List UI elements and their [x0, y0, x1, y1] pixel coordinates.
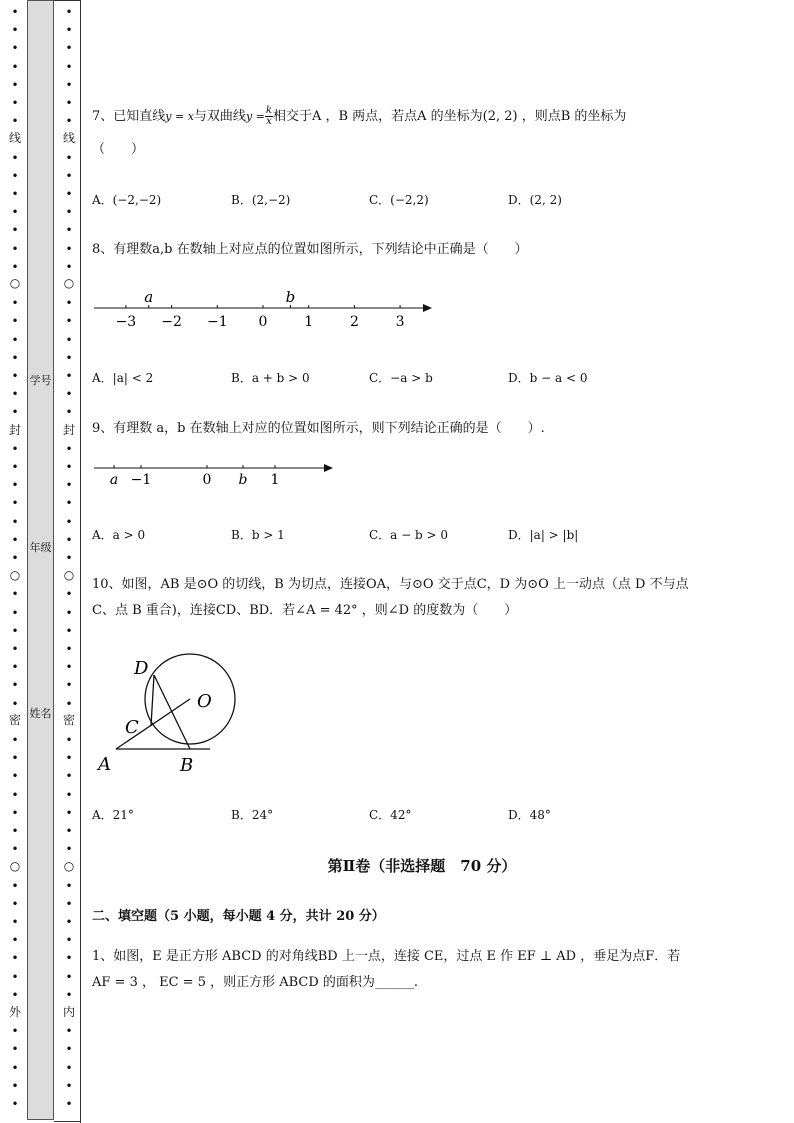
inner-dot: • — [65, 805, 73, 820]
inner-dot: • — [65, 441, 73, 456]
outer-dot: • — [11, 405, 19, 420]
outer-dot: • — [11, 187, 19, 201]
student-info-column — [27, 0, 54, 1120]
outer-mark: 封 — [8, 423, 21, 437]
q7-option-b[interactable]: B．(2,−2) — [231, 193, 291, 207]
question-9: 9、有理数 a，b 在数轴上对应的位置如图所示，则下列结论正确的是（ ）. — [92, 421, 545, 436]
q9-tick-label: a — [109, 472, 119, 488]
outer-mark: 外 — [8, 1005, 21, 1019]
outer-dot: • — [11, 605, 19, 620]
outer-dot: • — [11, 842, 19, 857]
outer-dot: • — [11, 296, 19, 311]
inner-dot: • — [65, 77, 73, 92]
q9-option-a[interactable]: A．a > 0 — [92, 528, 146, 542]
outer-dot: • — [11, 387, 19, 402]
q10-option-d[interactable]: D．48° — [508, 808, 551, 822]
q8-tick-label: −1 — [206, 314, 228, 330]
inner-dot: • — [65, 460, 73, 474]
q9-tick-label: 0 — [202, 472, 212, 488]
q7-option-d[interactable]: D．(2, 2) — [508, 193, 562, 207]
inner-dot: • — [65, 696, 73, 711]
inner-dot: • — [65, 187, 73, 201]
outer-dot: • — [11, 733, 19, 747]
outer-dot: • — [11, 678, 19, 693]
label-a: A — [98, 754, 111, 775]
inner-mark: 封 — [62, 423, 75, 437]
q8-tick-label: 2 — [349, 314, 359, 330]
inner-dot: • — [65, 332, 73, 347]
binding-border — [80, 0, 81, 1123]
outer-dot: • — [11, 460, 19, 474]
q8-points — [144, 288, 295, 308]
field-student-number: 学号 — [29, 374, 52, 387]
outer-circle: ○ — [9, 276, 21, 290]
inner-dot: • — [65, 824, 73, 838]
inner-dot: • — [65, 5, 73, 19]
inner-circle: ○ — [63, 859, 75, 873]
outer-dot: • — [11, 114, 19, 129]
q7-option-c[interactable]: C．(−2,2) — [369, 193, 429, 207]
inner-dot: • — [65, 969, 73, 984]
inner-dot: • — [65, 387, 73, 402]
q8-ticks — [116, 305, 405, 330]
q9-option-b[interactable]: B．b > 1 — [231, 528, 285, 542]
outer-dot: • — [11, 59, 19, 74]
outer-dot: • — [11, 1078, 19, 1093]
inner-dot: • — [65, 369, 73, 383]
outer-dot: • — [11, 205, 19, 220]
fill-question-1-line-2: AF = 3 ， EC = 5 ，则正方形 ABCD 的面积为______. — [92, 975, 419, 990]
outer-dot: • — [11, 441, 19, 456]
q8-tick-label: −3 — [115, 314, 137, 330]
outer-dot: • — [11, 496, 19, 511]
q8-options — [92, 369, 752, 389]
outer-dot: • — [11, 332, 19, 347]
inner-dot: • — [65, 642, 73, 656]
inner-dot: • — [65, 769, 73, 784]
q7-suffix: 相交于A ，B 两点，若点A 的坐标为(2, 2) ，则点B 的坐标为 — [272, 109, 627, 124]
q8-option-b[interactable]: B．a + b > 0 — [231, 371, 310, 385]
q7-fraction-numerator: k — [265, 105, 272, 116]
inner-dot: • — [65, 551, 73, 565]
q8-option-d[interactable]: D．b − a < 0 — [508, 371, 588, 385]
inner-dot: • — [65, 1078, 73, 1093]
inner-dot: • — [65, 41, 73, 56]
part-2-heading: 二、填空题（5 小题，每小题 4 分，共计 20 分） — [92, 909, 385, 924]
outer-dot: • — [11, 532, 19, 547]
inner-dot: • — [65, 660, 73, 675]
q9-tick-label: 1 — [270, 472, 280, 488]
inner-dot: • — [65, 168, 73, 183]
inner-dot: • — [65, 314, 73, 329]
inner-dot: • — [65, 241, 73, 256]
outer-dot: • — [11, 241, 19, 256]
outer-dot: • — [11, 514, 19, 529]
inner-dot: • — [65, 96, 73, 110]
q9-tick-label: −1 — [130, 472, 152, 488]
q9-axis-arrow — [324, 464, 333, 472]
field-grade: 年级 — [29, 541, 52, 554]
q10-circle-figure — [92, 650, 252, 780]
inner-dot: • — [65, 915, 73, 929]
q7-line-equation: y = x — [165, 110, 194, 123]
q9-option-d[interactable]: D．|a| > |b| — [508, 528, 579, 542]
inner-dot: • — [65, 1097, 73, 1111]
q7-fraction-denominator: x — [266, 116, 272, 127]
inner-dotted-line — [62, 0, 76, 1123]
outer-circle: ○ — [9, 568, 21, 582]
inner-dot: • — [65, 787, 73, 802]
outer-dot: • — [11, 23, 19, 38]
inner-circle: ○ — [63, 276, 75, 290]
inner-dot: • — [65, 405, 73, 420]
label-b: B — [180, 755, 194, 776]
q10-option-a[interactable]: A．21° — [92, 808, 134, 822]
inner-dot: • — [65, 733, 73, 747]
question-7 — [92, 106, 626, 127]
q7-curve-lhs: y = — [245, 110, 265, 123]
q8-point-label: b — [285, 288, 296, 306]
outer-dot: • — [11, 96, 19, 110]
outer-dot: • — [11, 915, 19, 929]
inner-mark: 密 — [62, 713, 75, 727]
inner-dot: • — [65, 678, 73, 693]
binding-bottom-edge — [54, 1121, 81, 1122]
outer-dot: • — [11, 5, 19, 19]
outer-dot: • — [11, 168, 19, 183]
inner-dot: • — [65, 623, 73, 638]
outer-dotted-line — [8, 0, 22, 1123]
inner-dot: • — [65, 514, 73, 529]
inner-dot: • — [65, 987, 73, 1002]
inner-circle: ○ — [63, 568, 75, 582]
q7-option-a[interactable]: A．(−2,−2) — [92, 193, 162, 207]
outer-dot: • — [11, 369, 19, 383]
outer-dot: • — [11, 878, 19, 893]
q9-options — [92, 526, 752, 546]
inner-dot: • — [65, 532, 73, 547]
inner-dot: • — [65, 223, 73, 238]
outer-dot: • — [11, 77, 19, 92]
inner-dot: • — [65, 1042, 73, 1057]
q8-tick-label: 3 — [395, 314, 405, 330]
outer-dot: • — [11, 1060, 19, 1075]
outer-dot: • — [11, 623, 19, 638]
q7-prefix: 7、已知直线 — [92, 109, 166, 124]
outer-dot: • — [11, 350, 19, 365]
inner-dot: • — [65, 114, 73, 129]
inner-dot: • — [65, 1024, 73, 1039]
outer-dot: • — [11, 987, 19, 1002]
binding-top-edge — [54, 0, 81, 1]
fill-question-1-line-1: 1、如图，E 是正方形 ABCD 的对角线BD 上一点，连接 CE，过点 E 作 EF ⊥ AD ，垂足为点F．若 — [92, 949, 681, 964]
inner-dot: • — [65, 951, 73, 966]
outer-dot: • — [11, 1024, 19, 1039]
inner-dot: • — [65, 496, 73, 511]
outer-dot: • — [11, 824, 19, 838]
q8-option-c[interactable]: C．−a > b — [369, 371, 433, 385]
inner-dot: • — [65, 842, 73, 857]
q8-tick-label: 1 — [304, 314, 314, 330]
q7-options — [92, 191, 752, 211]
inner-dot: • — [65, 259, 73, 274]
inner-dot: • — [65, 478, 73, 493]
q10-option-c[interactable]: C．42° — [369, 808, 412, 822]
outer-dot: • — [11, 1042, 19, 1057]
outer-dot: • — [11, 751, 19, 766]
q7-mid: 与双曲线 — [193, 109, 246, 124]
q8-number-line — [92, 282, 442, 332]
inner-dot: • — [65, 205, 73, 220]
inner-dot: • — [65, 59, 73, 74]
q8-point-label: a — [144, 288, 154, 306]
outer-circle: ○ — [9, 859, 21, 873]
inner-dot: • — [65, 605, 73, 620]
segment-bd — [154, 675, 190, 749]
q9-tick-label: b — [238, 472, 248, 488]
q9-option-c[interactable]: C．a − b > 0 — [369, 528, 449, 542]
section-title: 第Ⅱ卷（非选择题 70 分） — [327, 857, 517, 875]
outer-dot: • — [11, 551, 19, 565]
inner-dot: • — [65, 587, 73, 602]
field-name: 姓名 — [29, 707, 52, 720]
q10-options — [92, 806, 752, 826]
outer-dot: • — [11, 642, 19, 656]
inner-mark: 内 — [62, 1005, 75, 1019]
inner-dot: • — [65, 878, 73, 893]
q7-fraction — [265, 106, 273, 127]
inner-mark: 线 — [62, 131, 75, 145]
inner-dot: • — [65, 296, 73, 311]
question-8: 8、有理数a,b 在数轴上对应点的位置如图所示，下列结论中正确是（ ） — [92, 242, 528, 257]
outer-dot: • — [11, 969, 19, 984]
outer-dot: • — [11, 896, 19, 911]
outer-dot: • — [11, 314, 19, 329]
q7-answer-paren: （ ） — [92, 142, 145, 157]
outer-mark: 密 — [8, 713, 21, 727]
outer-dot: • — [11, 933, 19, 948]
inner-dot: • — [65, 896, 73, 911]
inner-dot: • — [65, 933, 73, 948]
q8-axis-arrow — [423, 304, 432, 312]
outer-dot: • — [11, 805, 19, 820]
outer-dot: • — [11, 951, 19, 966]
inner-dot: • — [65, 150, 73, 165]
outer-dot: • — [11, 1097, 19, 1111]
segment-cd — [151, 675, 154, 726]
inner-dot: • — [65, 23, 73, 38]
outer-dot: • — [11, 150, 19, 165]
question-10-line-2: C、点 B 重合)，连接CD、BD．若∠A = 42° ，则∠D 的度数为（ ） — [92, 603, 518, 618]
inner-dot: • — [65, 751, 73, 766]
outer-dot: • — [11, 696, 19, 711]
inner-dot: • — [65, 350, 73, 365]
outer-dot: • — [11, 787, 19, 802]
outer-dot: • — [11, 41, 19, 56]
outer-dot: • — [11, 223, 19, 238]
q8-tick-label: 0 — [258, 314, 268, 330]
outer-dot: • — [11, 478, 19, 493]
q9-number-line — [92, 455, 342, 495]
label-o: O — [197, 691, 212, 712]
outer-mark: 线 — [8, 131, 21, 145]
outer-dot: • — [11, 769, 19, 784]
q8-tick-label: −2 — [161, 314, 182, 330]
label-c: C — [125, 717, 139, 738]
q10-option-b[interactable]: B．24° — [231, 808, 274, 822]
label-d: D — [134, 658, 149, 679]
outer-dot: • — [11, 660, 19, 675]
binding-strip — [0, 0, 82, 1123]
q8-option-a[interactable]: A．|a| < 2 — [92, 371, 154, 385]
question-10-line-1: 10、如图，AB 是⊙O 的切线，B 为切点，连接OA，与⊙O 交于点C，D 为⊙O 上一动点（点 D 不与点 — [92, 577, 689, 592]
outer-dot: • — [11, 587, 19, 602]
outer-dot: • — [11, 259, 19, 274]
inner-dot: • — [65, 1060, 73, 1075]
